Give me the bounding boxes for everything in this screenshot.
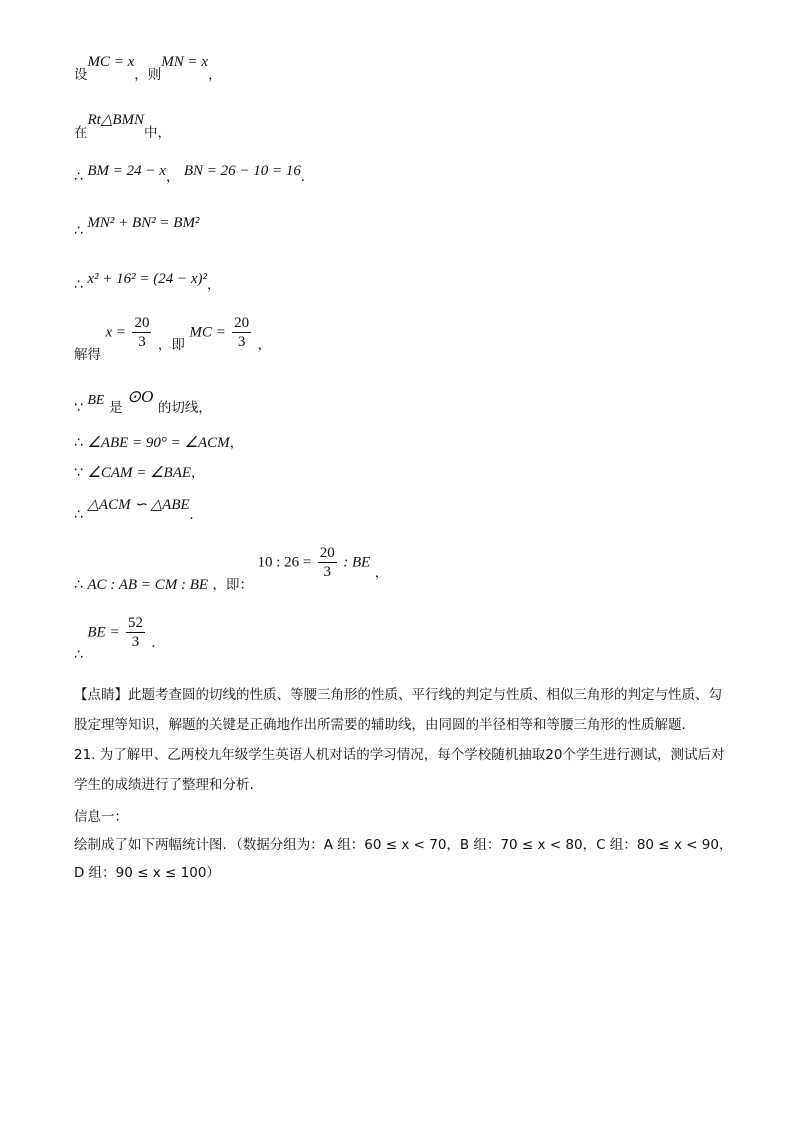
- text: ，即: [157, 336, 185, 353]
- math-expression: BM = 24 − x: [87, 163, 166, 179]
- text: ，: [257, 336, 272, 353]
- math-expression: x =: [105, 324, 126, 341]
- text: 的切线，: [157, 400, 212, 416]
- denominator: 3: [237, 334, 246, 350]
- line-similar: [74, 497, 194, 524]
- text: 解得: [74, 346, 101, 363]
- numerator: 20: [134, 315, 150, 331]
- text: ，即：: [212, 576, 253, 593]
- question-21: 21. 为了解甲、乙两校九年级学生英语人机对话的学习情况，每个学校随机抽取20个学生进行测试，测试后对学生的成绩进行了整理和分析.: [74, 747, 725, 793]
- numerator: 20: [234, 315, 250, 331]
- because-symbol: ∵: [74, 465, 83, 481]
- line-set-mc: [74, 54, 222, 84]
- text: ，则: [134, 67, 162, 83]
- numerator: 20: [319, 545, 335, 561]
- math-expression: AC : AB = CM : BE: [87, 576, 209, 593]
- fraction: [132, 314, 151, 351]
- fraction: [126, 614, 145, 651]
- line-pythagoras: [74, 215, 200, 240]
- text: 在: [74, 125, 88, 141]
- line-tangent: [74, 387, 212, 418]
- math-expression: MN² + BN² = BM²: [87, 215, 200, 231]
- therefore-symbol: ∴: [74, 507, 83, 523]
- therefore-symbol: ∴: [74, 169, 83, 185]
- math-expression: ⊙O: [126, 387, 154, 406]
- text: ，: [191, 465, 205, 481]
- line-in-triangle: [74, 112, 172, 142]
- therefore-symbol: ∴: [74, 223, 83, 239]
- math-expression: BE: [87, 393, 105, 408]
- text: .: [300, 169, 305, 185]
- line-bm-bn: [74, 163, 305, 186]
- denominator: 3: [323, 564, 332, 580]
- line-angle-right: [74, 434, 243, 452]
- therefore-symbol: ∴: [74, 646, 83, 663]
- text: 设: [74, 67, 88, 83]
- line-ratio: [74, 544, 389, 593]
- therefore-symbol: ∴: [74, 277, 83, 293]
- text: .: [151, 634, 156, 651]
- because-symbol: ∵: [74, 400, 83, 416]
- math-expression: Rt△BMN: [87, 112, 145, 128]
- text: 是: [108, 400, 123, 416]
- denominator: 3: [131, 634, 140, 650]
- math-expression: 10 : 26 =: [257, 554, 312, 571]
- text: ，: [374, 564, 389, 581]
- fraction: [318, 544, 337, 581]
- math-expression: MC = x: [87, 54, 135, 70]
- math-expression: BE =: [87, 624, 120, 641]
- info-heading: 信息一：: [74, 809, 128, 825]
- math-expression: ∠CAM = ∠BAE: [87, 465, 192, 481]
- text: ，: [165, 169, 180, 185]
- text: 中，: [144, 125, 172, 141]
- therefore-symbol: ∴: [74, 435, 83, 451]
- math-expression: MC =: [189, 324, 226, 341]
- denominator: 3: [138, 334, 146, 350]
- math-expression: BN = 26 − 10 = 16: [183, 163, 301, 179]
- numerator: 52: [128, 615, 144, 631]
- text: ，: [208, 67, 222, 83]
- line-angle-equal: [74, 464, 205, 482]
- therefore-symbol: ∴: [74, 576, 83, 593]
- text: ，: [229, 435, 244, 451]
- math-expression: MN = x: [161, 54, 209, 70]
- line-equation: [74, 271, 221, 294]
- fraction: [232, 314, 251, 351]
- math-expression: ∠ABE = 90° = ∠ACM: [87, 435, 230, 451]
- comment-paragraph: 【点睛】此题考查圆的切线的性质、等腰三角形的性质、平行线的判定与性质、相似三角形的判定与性质、勾股定理等知识，解题的关键是正确地作出所需要的辅助线，由同圆的半径相等和等腰三角形的性质解题.: [74, 687, 722, 733]
- line-answer: [74, 614, 156, 663]
- info-text-continued: D 组：90 ≤ x ≤ 100）: [74, 865, 220, 881]
- math-expression: △ACM ∽ △ABE: [87, 497, 190, 513]
- text: .: [189, 507, 194, 523]
- text: ，: [207, 277, 221, 293]
- math-expression: : BE: [343, 554, 371, 571]
- info-text: 绘制成了如下两幅统计图．（数据分组为：A 组：60 ≤ x < 70，B 组：70 ≤ x < 80，C 组：80 ≤ x < 90，: [74, 837, 733, 853]
- math-expression: x² + 16² = (24 − x)²: [87, 271, 208, 287]
- line-solve: [74, 314, 272, 363]
